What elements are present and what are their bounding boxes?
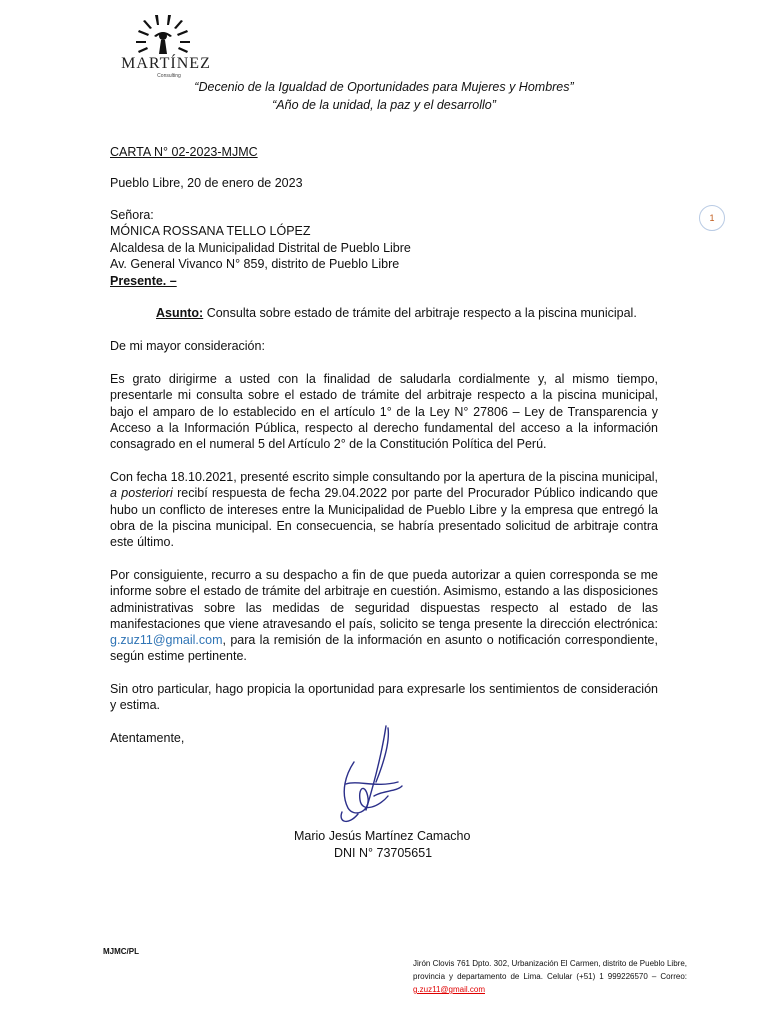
paragraph-3-part-a: Por consiguiente, recurro a su despacho a fin de que pueda autorizar a quien corresponda se me informe sobre el estado de trámite del arbitraje en cuestión. Asimismo, estando a las disposiciones administrativas sobre las medidas de seguridad dispuestas respecto al estado de las manifestaciones que viene atravesando el país, solicito se tenga presente la dirección electrónica:	[110, 568, 658, 631]
paragraph-2-part-b: recibí respuesta de fecha 29.04.2022 por parte del Procurador Público indicando que hubo un conflicto de intereses entre la Municipalidad de Pueblo Libre y la empresa que entregó la obra de la piscina municipal. En consecuencia, se habría presentado solicitud de arbitraje contra este último.	[110, 486, 659, 550]
handwritten-signature	[318, 722, 428, 834]
paragraph-3-part-b: , para la remisión de la información en asunto o notificación correspondiente, según estime pertinente.	[110, 633, 658, 664]
subject-text: Consulta sobre estado de trámite del arbitraje respecto a la piscina municipal.	[206, 306, 637, 320]
greeting: De mi mayor consideración:	[110, 339, 265, 353]
motto-line-1: “Decenio de la Igualdad de Oportunidades para Mujeres y Hombres”	[194, 80, 574, 94]
paragraph-4: Sin otro particular, hago propicia la oportunidad para expresarle los sentimientos de consideración y estima.	[110, 682, 658, 713]
recipient-title: Alcaldesa de la Municipalidad Distrital de Pueblo Libre	[110, 241, 411, 255]
motto-line-2: “Año de la unidad, la paz y el desarrollo”	[272, 98, 496, 112]
subject-label: Asunto:	[156, 306, 204, 320]
contact-email-link[interactable]: g.zuz11@gmail.com	[110, 633, 223, 648]
recipient-name: MÓNICA ROSSANA TELLO LÓPEZ	[110, 224, 311, 238]
signer-dni: DNI N° 73705651	[334, 846, 433, 860]
paragraph-3	[110, 567, 658, 665]
recipient-address: Av. General Vivanco N° 859, distrito de Pueblo Libre	[110, 257, 400, 271]
subject-line	[156, 305, 637, 321]
place-date: Pueblo Libre, 20 de enero de 2023	[110, 176, 303, 190]
paragraph-1: Es grato dirigirme a usted con la finalidad de saludarla cordialmente y, al mismo tiempo, presentarle mi consulta sobre el estado de trámite del arbitraje respecto a la piscina municipal, bajo el amparo de lo establecido en el artículo 1° de la Ley N° 27806 – Ley de Transparencia y Acceso a la Información Pública, respecto al derecho fundamental del acceso a la información consagrado en el numeral 5 del Artículo 2° de la Constitución Política del Perú.	[110, 372, 658, 452]
letter-reference: CARTA N° 02-2023-MJMC	[110, 145, 258, 159]
signer-name: Mario Jesús Martínez Camacho	[294, 829, 471, 843]
presente: Presente. –	[110, 274, 177, 288]
salutation: Señora:	[110, 208, 154, 222]
paragraph-2-italic: a posteriori	[110, 486, 173, 501]
logo-subtitle: Consulting	[157, 73, 181, 79]
footer-email-link[interactable]: g.zuz11@gmail.com	[413, 985, 485, 994]
page-number-badge: 1	[699, 205, 725, 231]
closing: Atentamente,	[110, 731, 185, 745]
footer-initials: MJMC/PL	[103, 947, 139, 956]
footer-address	[413, 957, 687, 996]
paragraph-2-part-a: Con fecha 18.10.2021, presenté escrito simple consultando por la apertura de la piscina municipal,	[110, 470, 658, 484]
footer-address-text: Jirón Clovis 761 Dpto. 302, Urbanización El Carmen, distrito de Pueblo Libre, provincia y departamento de Lima. Celular (+51) 1 999226570 – Correo:	[413, 959, 687, 981]
paragraph-2	[110, 469, 658, 550]
logo-wordmark: MARTÍNEZ	[121, 55, 211, 72]
